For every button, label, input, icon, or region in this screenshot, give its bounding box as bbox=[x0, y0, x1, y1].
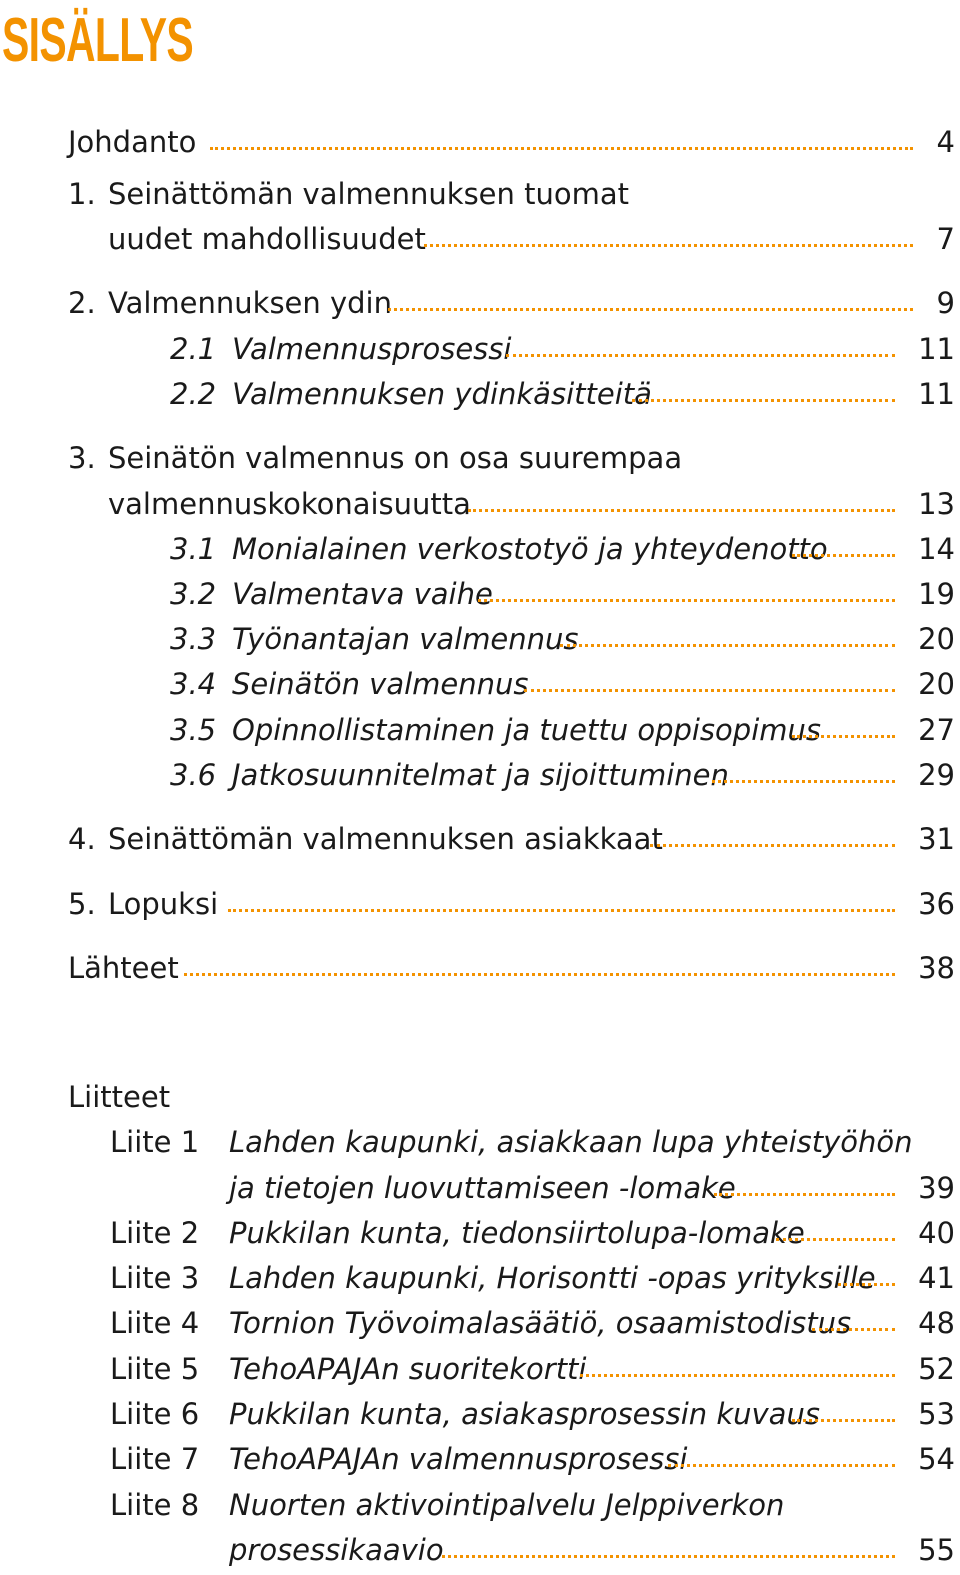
appendix-entry-2[interactable] bbox=[68, 1213, 955, 1253]
toc-entry-section-2-1[interactable] bbox=[68, 329, 955, 369]
toc-entry-number: 4. bbox=[68, 822, 96, 856]
toc-entry-number: 3.6 bbox=[170, 758, 217, 792]
dot-leader bbox=[424, 244, 913, 247]
appendix-page-number: 41 bbox=[918, 1261, 955, 1295]
toc-entry-text: Lopuksi bbox=[108, 887, 219, 921]
toc-entry-text: Lähteet bbox=[68, 951, 179, 985]
appendix-title: ja tietojen luovuttamiseen -lomake bbox=[229, 1171, 736, 1205]
appendix-label: Liite 4 bbox=[110, 1306, 200, 1340]
appendix-page-number: 54 bbox=[918, 1442, 955, 1476]
dot-leader bbox=[210, 147, 913, 150]
dot-leader bbox=[632, 399, 895, 402]
appendix-entry-4[interactable] bbox=[68, 1303, 955, 1343]
toc-entry-text: Työnantajan valmennus bbox=[232, 622, 579, 656]
toc-entry-section-3-2[interactable] bbox=[68, 574, 955, 614]
appendix-title: TehoAPAJAn suoritekortti bbox=[229, 1352, 587, 1386]
appendix-page-number: 40 bbox=[918, 1216, 955, 1250]
dot-leader bbox=[442, 1555, 895, 1558]
appendix-entry-7[interactable] bbox=[68, 1439, 955, 1479]
toc-entry-chapter-2[interactable] bbox=[68, 283, 955, 323]
dot-leader bbox=[478, 599, 895, 602]
appendix-title: prosessikaavio bbox=[229, 1533, 444, 1567]
toc-entry-text: uudet mahdollisuudet bbox=[108, 222, 426, 256]
toc-entry-section-3-4[interactable] bbox=[68, 664, 955, 704]
toc-entry-text: Seinättömän valmennuksen asiakkaat bbox=[108, 822, 663, 856]
dot-leader bbox=[712, 780, 895, 783]
toc-entry-text: Opinnollistaminen ja tuettu oppisopimus bbox=[232, 713, 821, 747]
toc-entry-text: Valmentava vaihe bbox=[232, 577, 493, 611]
appendix-label: Liite 6 bbox=[110, 1397, 200, 1431]
toc-entry-number: 3.5 bbox=[170, 713, 217, 747]
toc-entry-chapter-3[interactable] bbox=[68, 438, 955, 478]
toc-entry-section-3-6[interactable] bbox=[68, 755, 955, 795]
toc-page-number: 4 bbox=[936, 125, 955, 159]
dot-leader bbox=[776, 1238, 895, 1241]
toc-entry-text: Valmennuksen ydin bbox=[108, 286, 392, 320]
dot-leader bbox=[668, 1464, 895, 1467]
toc-entry-chapter-5[interactable] bbox=[68, 884, 955, 924]
toc-entry-chapter-3-cont[interactable] bbox=[68, 484, 955, 524]
toc-page-number: 27 bbox=[918, 713, 955, 747]
toc-entry-text: Johdanto bbox=[68, 125, 197, 159]
appendix-entry-8[interactable] bbox=[68, 1485, 955, 1525]
appendices-heading bbox=[68, 1077, 955, 1117]
toc-page-number: 13 bbox=[918, 487, 955, 521]
dot-leader bbox=[228, 909, 895, 912]
dot-leader bbox=[524, 689, 895, 692]
toc-entry-text: Monialainen verkostotyö ja yhteydenotto bbox=[232, 532, 828, 566]
page-title: SISÄLLYS bbox=[2, 6, 194, 75]
appendix-entry-6[interactable] bbox=[68, 1394, 955, 1434]
dot-leader bbox=[792, 554, 895, 557]
toc-page-number: 11 bbox=[918, 332, 955, 366]
appendix-title: Tornion Työvoimalasäätiö, osaamistodistus bbox=[229, 1306, 852, 1340]
dot-leader bbox=[560, 644, 895, 647]
toc-entry-section-2-2[interactable] bbox=[68, 374, 955, 414]
dot-leader bbox=[838, 1283, 895, 1286]
dot-leader bbox=[580, 1374, 895, 1377]
appendix-page-number: 39 bbox=[918, 1171, 955, 1205]
appendix-title: Nuorten aktivointipalvelu Jelppiverkon bbox=[229, 1488, 785, 1522]
toc-entry-text: Jatkosuunnitelmat ja sijoittuminen bbox=[232, 758, 729, 792]
toc-entry-number: 2.2 bbox=[170, 377, 217, 411]
appendix-entry-1[interactable] bbox=[68, 1122, 955, 1162]
appendix-page-number: 55 bbox=[918, 1533, 955, 1567]
dot-leader bbox=[468, 509, 895, 512]
toc-page-number: 9 bbox=[936, 286, 955, 320]
toc-page-number: 29 bbox=[918, 758, 955, 792]
toc-entry-text: valmennuskokonaisuutta bbox=[108, 487, 471, 521]
appendix-title: Pukkilan kunta, tiedonsiirtolupa-lomake bbox=[229, 1216, 805, 1250]
toc-page-number: 20 bbox=[918, 667, 955, 701]
appendix-label: Liite 7 bbox=[110, 1442, 200, 1476]
dot-leader bbox=[184, 973, 895, 976]
appendix-entry-5[interactable] bbox=[68, 1349, 955, 1389]
appendix-entry-3[interactable] bbox=[68, 1258, 955, 1298]
appendix-title: Lahden kaupunki, Horisontti -opas yrityksille bbox=[229, 1261, 876, 1295]
toc-entry-number: 3.4 bbox=[170, 667, 217, 701]
toc-page-number: 20 bbox=[918, 622, 955, 656]
toc-entry-number: 3.3 bbox=[170, 622, 217, 656]
toc-entry-chapter-1[interactable] bbox=[68, 174, 955, 214]
dot-leader bbox=[506, 354, 895, 357]
appendix-title: TehoAPAJAn valmennusprosessi bbox=[229, 1442, 688, 1476]
toc-page-number: 36 bbox=[918, 887, 955, 921]
dot-leader bbox=[792, 735, 895, 738]
toc-entry-text: Valmennusprosessi bbox=[232, 332, 512, 366]
toc-entry-text: Seinätön valmennus bbox=[232, 667, 529, 701]
dot-leader bbox=[812, 1328, 895, 1331]
appendix-label: Liite 2 bbox=[110, 1216, 200, 1250]
toc-entry-text: Seinätön valmennus on osa suurempaa bbox=[108, 441, 683, 475]
dot-leader bbox=[388, 308, 913, 311]
appendix-page-number: 52 bbox=[918, 1352, 955, 1386]
toc-page-number: 14 bbox=[918, 532, 955, 566]
appendix-title: Lahden kaupunki, asiakkaan lupa yhteistyöhön bbox=[229, 1125, 913, 1159]
appendix-title: Pukkilan kunta, asiakasprosessin kuvaus bbox=[229, 1397, 820, 1431]
appendix-page-number: 53 bbox=[918, 1397, 955, 1431]
toc-entry-number: 1. bbox=[68, 177, 96, 211]
toc-entry-chapter-1-cont[interactable] bbox=[68, 219, 955, 259]
toc-entry-lahteet[interactable] bbox=[68, 948, 955, 988]
appendix-label: Liite 1 bbox=[110, 1125, 200, 1159]
toc-entry-number: 5. bbox=[68, 887, 96, 921]
dot-leader bbox=[714, 1193, 895, 1196]
toc-page-number: 7 bbox=[936, 222, 955, 256]
toc-entry-section-3-5[interactable] bbox=[68, 710, 955, 750]
dot-leader bbox=[792, 1419, 895, 1422]
toc-page-number: 19 bbox=[918, 577, 955, 611]
appendix-label: Liite 3 bbox=[110, 1261, 200, 1295]
dot-leader bbox=[650, 844, 895, 847]
appendix-page-number: 48 bbox=[918, 1306, 955, 1340]
toc-page-number: 11 bbox=[918, 377, 955, 411]
toc-page-number: 31 bbox=[918, 822, 955, 856]
toc-entry-section-3-3[interactable] bbox=[68, 619, 955, 659]
toc-entry-number: 3.2 bbox=[170, 577, 217, 611]
toc-entry-text: Seinättömän valmennuksen tuomat bbox=[108, 177, 630, 211]
appendix-entry-8-cont[interactable] bbox=[68, 1530, 955, 1570]
toc-entry-number: 2. bbox=[68, 286, 96, 320]
toc-entry-johdanto[interactable] bbox=[68, 122, 955, 162]
toc-entry-chapter-4[interactable] bbox=[68, 819, 955, 859]
appendix-entry-1-cont[interactable] bbox=[68, 1168, 955, 1208]
toc-entry-number: 3. bbox=[68, 441, 96, 475]
toc-entry-text: Valmennuksen ydinkäsitteitä bbox=[232, 377, 652, 411]
appendix-label: Liite 8 bbox=[110, 1488, 200, 1522]
toc-entry-number: 2.1 bbox=[170, 332, 217, 366]
toc-entry-number: 3.1 bbox=[170, 532, 217, 566]
appendices-title: Liitteet bbox=[68, 1080, 171, 1114]
toc-page-number: 38 bbox=[918, 951, 955, 985]
appendix-label: Liite 5 bbox=[110, 1352, 200, 1386]
toc-entry-section-3-1[interactable] bbox=[68, 529, 955, 569]
